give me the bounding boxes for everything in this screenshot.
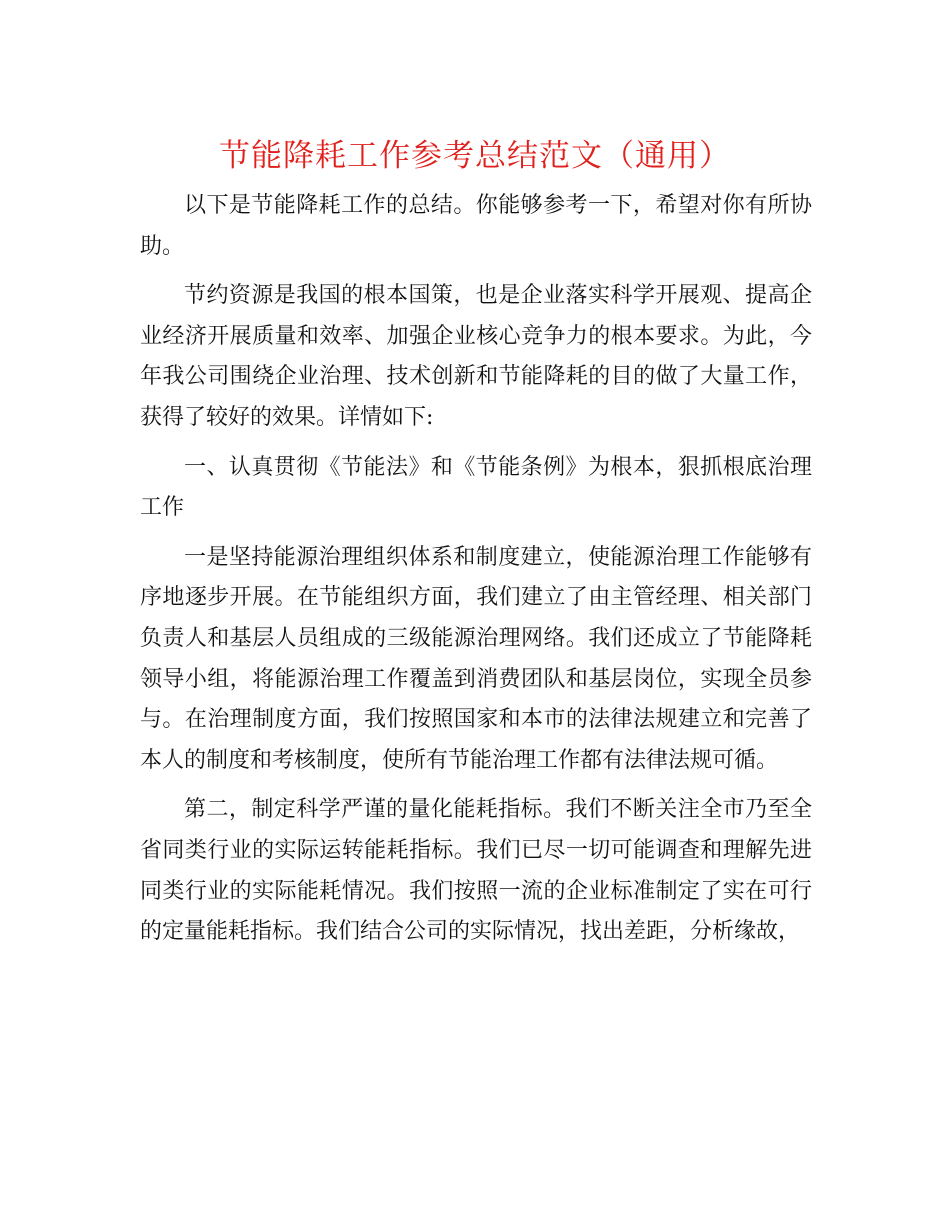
- section-heading-one: 一、认真贯彻《节能法》和《节能条例》为根本，狠抓根底治理工作: [140, 454, 812, 521]
- document-title: 节能降耗工作参考总结范文（通用）: [219, 138, 731, 174]
- paragraph-policy: 节约资源是我国的根本国策，也是企业落实科学开展观、提高企业经济开展质量和效率、加强企业核心竞争力的根本要求。为此，今年我公司围绕企业治理、技术创新和节能降耗的目的做了大量工作，获得了较好的效果。详情如下:: [140, 283, 812, 430]
- paragraph-organization: 一是坚持能源治理组织体系和制度建立，使能源治理工作能够有序地逐步开展。在节能组织方面，我们建立了由主管经理、相关部门负责人和基层人员组成的三级能源治理网络。我们还成立了节能降耗领导小组，将能源治理工作覆盖到消费团队和基层岗位，实现全员参与。在治理制度方面，我们按照国家和本市的法律法规建立和完善了本人的制度和考核制度，使所有节能治理工作都有法律法规可循。: [140, 544, 812, 773]
- paragraph-intro: 以下是节能降耗工作的总结。你能够参考一下，希望对你有所协助。: [140, 193, 812, 259]
- paragraph-indicators: 第二，制定科学严谨的量化能耗指标。我们不断关注全市乃至全省同类行业的实际运转能耗指标。我们已尽一切可能调查和理解先进同类行业的实际能耗情况。我们按照一流的企业标准制定了实在可行的定量能耗指标。我们结合公司的实际情况，找出差距，分析缘故，: [140, 797, 812, 945]
- document-body: [140, 186, 812, 962]
